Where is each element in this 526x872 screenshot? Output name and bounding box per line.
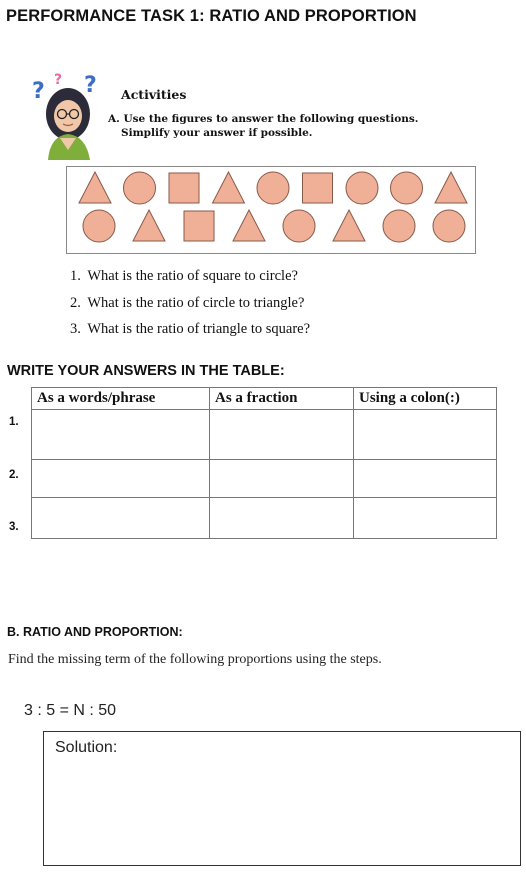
circle-shape: [283, 210, 315, 242]
question-text: What is the ratio of triangle to square?: [87, 321, 311, 337]
question-text: What is the ratio of circle to triangle?: [87, 295, 305, 311]
table-row: [32, 410, 497, 460]
shapes-figure-box: [66, 166, 476, 254]
column-header-words: As a words/phrase: [32, 388, 210, 410]
row-label-2: 2.: [9, 469, 19, 481]
answer-cell-1-words[interactable]: [32, 410, 210, 460]
table-row: [32, 498, 497, 539]
svg-text:?: ?: [32, 79, 45, 104]
circle-shape: [433, 210, 465, 242]
answer-cell-2-words[interactable]: [32, 460, 210, 498]
answer-cell-2-colon[interactable]: [354, 460, 497, 498]
answer-cell-3-fraction[interactable]: [210, 498, 354, 539]
activities-heading: Activities: [121, 87, 187, 102]
table-row: [32, 460, 497, 498]
answer-cell-3-colon[interactable]: [354, 498, 497, 539]
instruction-line-2: Simplify your answer if possible.: [121, 127, 313, 139]
circle-shape: [257, 172, 289, 204]
row-label-3: 3.: [9, 521, 19, 533]
question-1: [70, 268, 298, 285]
solution-label: Solution:: [55, 739, 118, 756]
question-3: [70, 321, 310, 338]
svg-text:?: ?: [84, 73, 97, 98]
instruction-line-1: A. Use the figures to answer the following questions.: [108, 113, 419, 125]
proportion-expression: 3 : 5 = N : 50: [24, 702, 117, 719]
circle-shape: [124, 172, 156, 204]
square-shape: [303, 173, 333, 203]
triangle-shape: [435, 172, 467, 203]
answer-table: [31, 387, 497, 539]
column-header-colon: Using a colon(:): [354, 388, 497, 410]
table-heading: WRITE YOUR ANSWERS IN THE TABLE:: [7, 363, 285, 379]
shapes-figure: [67, 167, 475, 253]
circle-shape: [383, 210, 415, 242]
question-number: 3.: [70, 321, 81, 337]
circle-shape: [346, 172, 378, 204]
triangle-shape: [133, 210, 165, 241]
activities-instruction: [108, 112, 418, 140]
circle-shape: [391, 172, 423, 204]
question-text: What is the ratio of square to circle?: [87, 268, 298, 284]
triangle-shape: [213, 172, 245, 203]
triangle-shape: [79, 172, 111, 203]
answer-cell-2-fraction[interactable]: [210, 460, 354, 498]
column-header-fraction: As a fraction: [210, 388, 354, 410]
answer-cell-3-words[interactable]: [32, 498, 210, 539]
table-header-row: [32, 388, 497, 410]
page-title: PERFORMANCE TASK 1: RATIO AND PROPORTION: [6, 7, 417, 25]
triangle-shape: [233, 210, 265, 241]
circle-shape: [83, 210, 115, 242]
row-label-1: 1.: [9, 416, 19, 428]
section-b-instruction: Find the missing term of the following proportions using the steps.: [8, 652, 382, 667]
square-shape: [184, 211, 214, 241]
answer-cell-1-colon[interactable]: [354, 410, 497, 460]
answer-cell-1-fraction[interactable]: [210, 410, 354, 460]
question-number: 1.: [70, 268, 81, 284]
square-shape: [169, 173, 199, 203]
svg-text:?: ?: [54, 72, 63, 88]
student-avatar-icon: [30, 70, 110, 162]
triangle-shape: [333, 210, 365, 241]
section-b-heading: B. RATIO AND PROPORTION:: [7, 625, 183, 639]
question-number: 2.: [70, 295, 81, 311]
question-2: [70, 295, 304, 312]
